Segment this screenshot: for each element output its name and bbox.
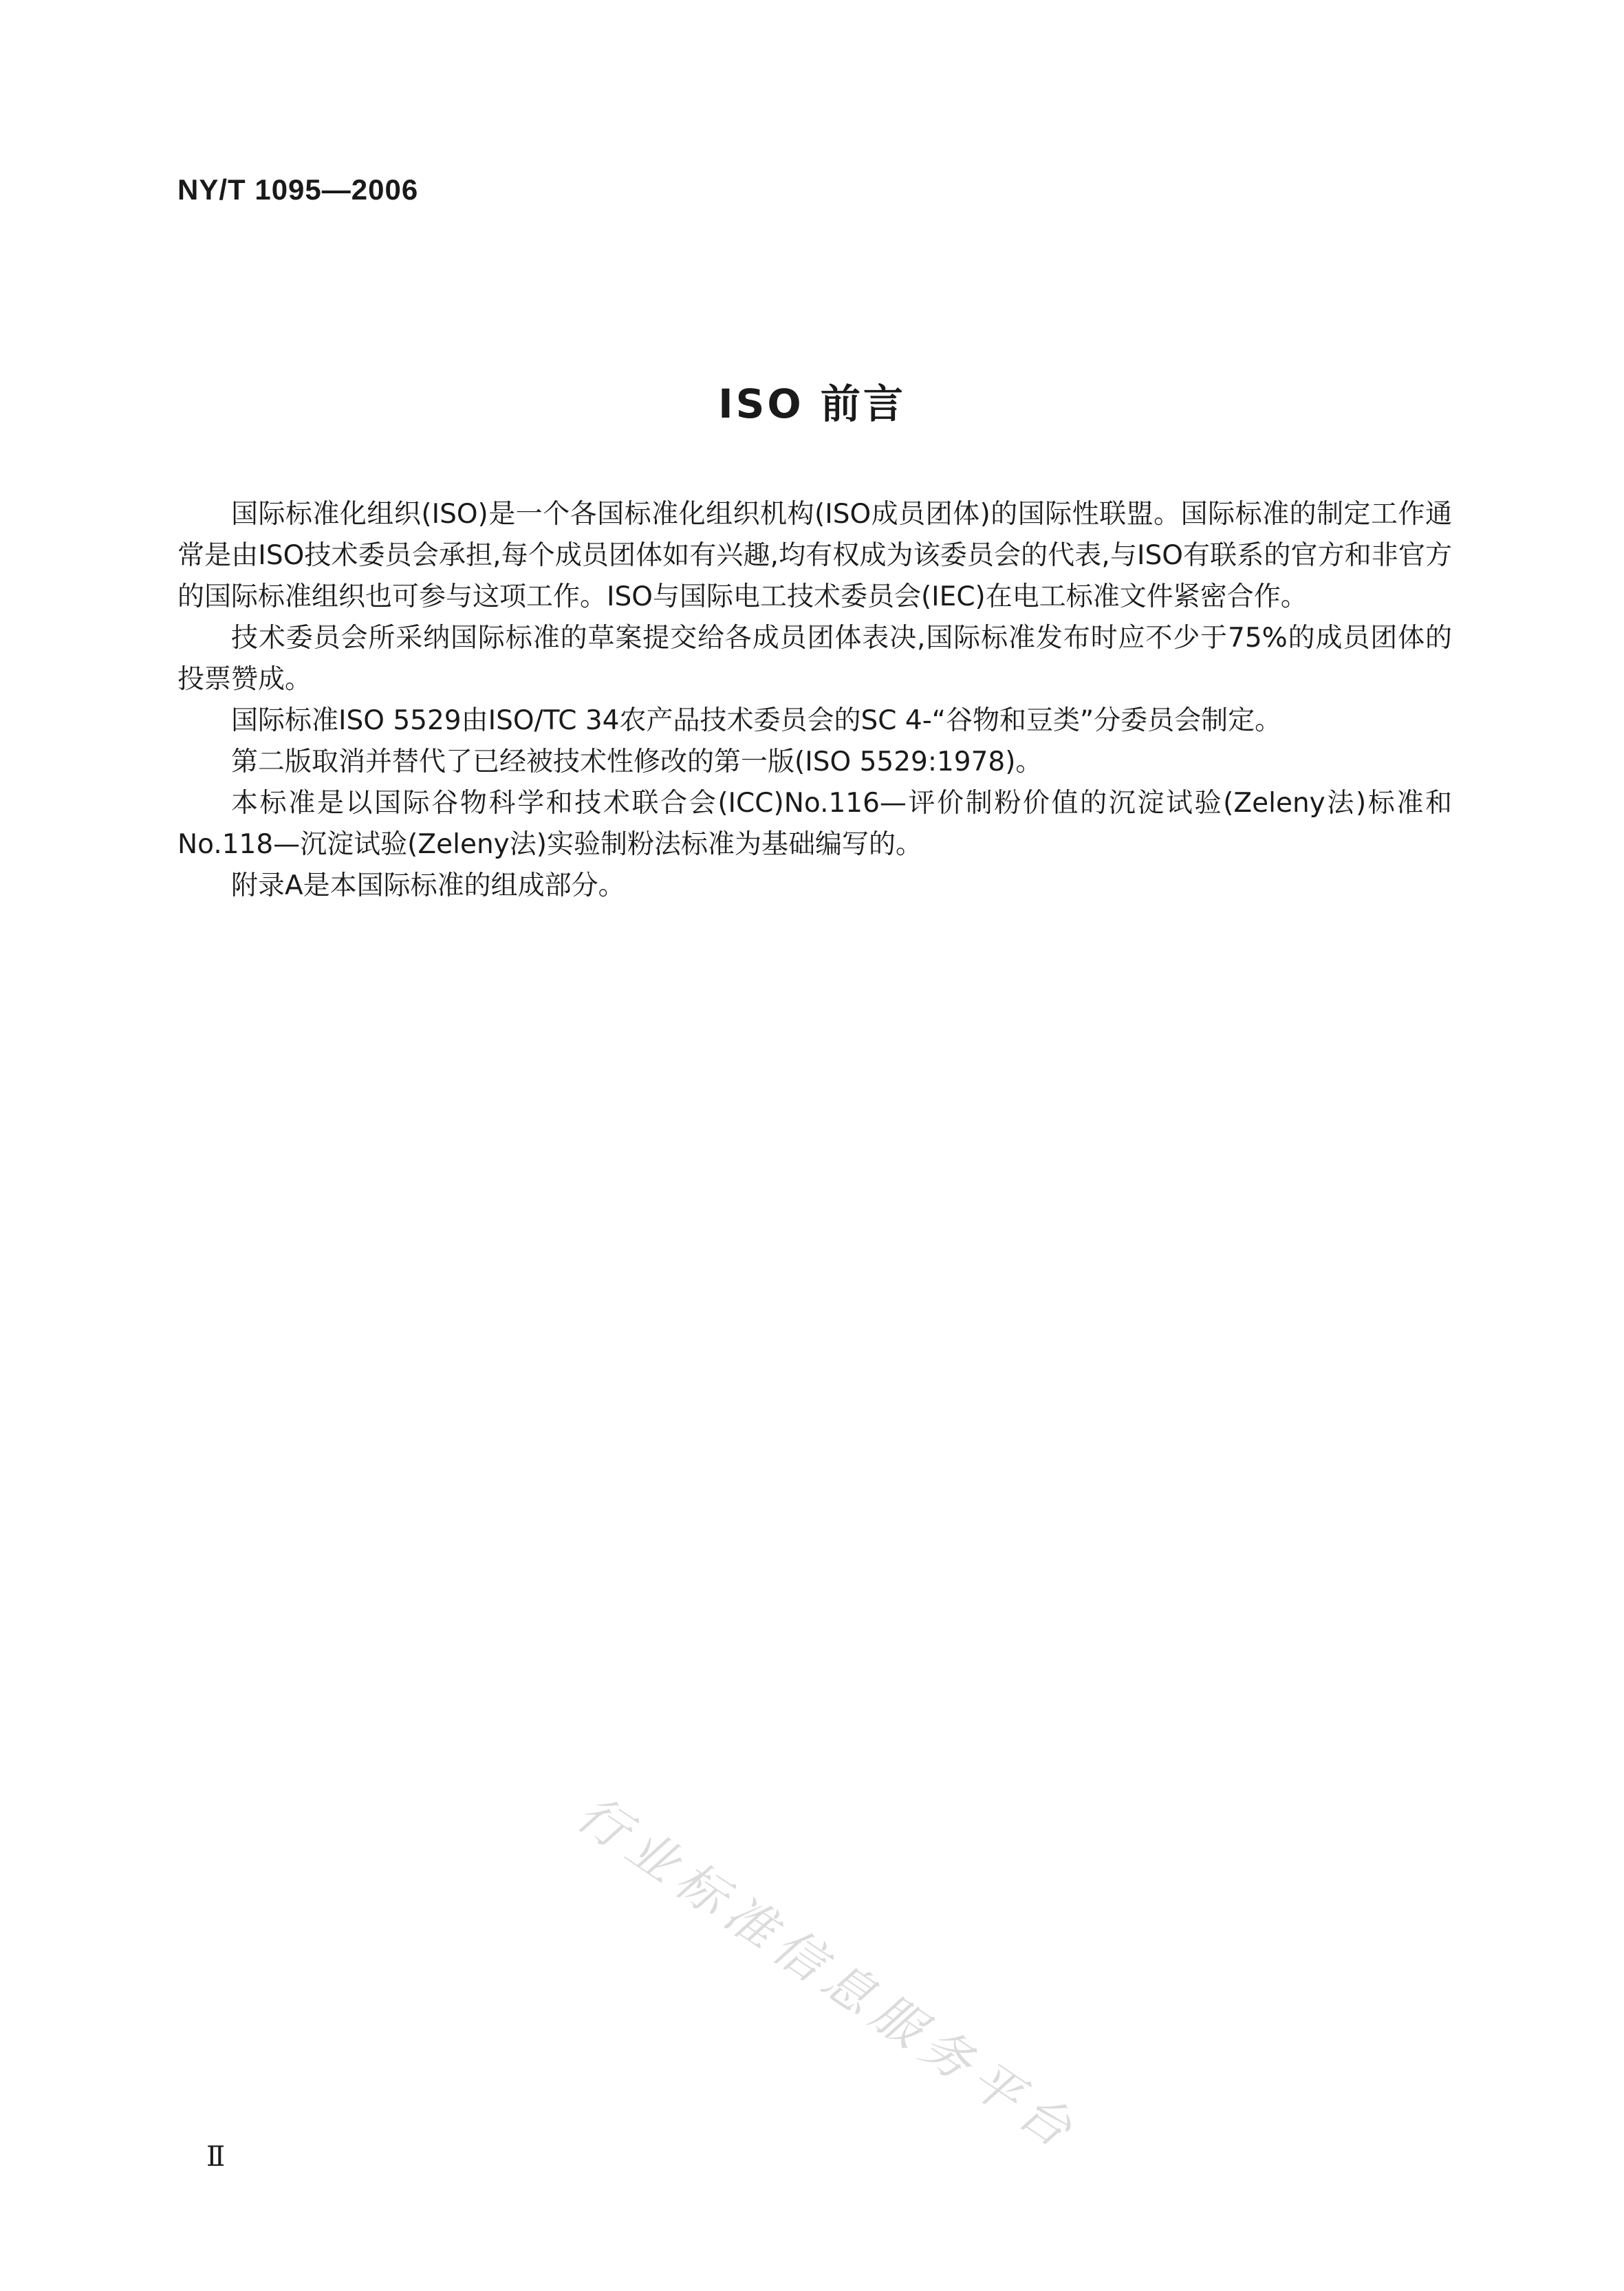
page-title: ISO 前言 <box>718 380 906 427</box>
watermark: 行业标准信息服务平台 <box>567 1784 1090 2163</box>
page-number: Ⅱ <box>206 2141 226 2173</box>
paragraph-basis: 本标准是以国际谷物科学和技术联合会(ICC)No.116—评价制粉价值的沉淀试验(Zeleny法)标准和No.118—沉淀试验(Zeleny法)实验制粉法标准为基础编写的。 <box>177 788 1452 860</box>
paragraph-voting: 技术委员会所采纳国际标准的草案提交给各成员团体表决,国际标准发布时应不少于75%的成员团体的投票赞成。 <box>177 623 1452 695</box>
paragraph-annex: 附录A是本国际标准的组成部分。 <box>231 870 625 901</box>
paragraph-edition: 第二版取消并替代了已经被技术性修改的第一版(ISO 5529:1978)。 <box>231 746 1043 777</box>
paragraph-iso-intro: 国际标准化组织(ISO)是一个各国标准化组织机构(ISO成员团体)的国际性联盟。国际标准的制定工作通常是由ISO技术委员会承担,每个成员团体如有兴趣,均有权成为该委员会的代表,与ISO有联系的官方和非官方的国际标准组织也可参与这项工作。ISO与国际电工技术委员会(IEC)在电工标准文件紧密合作。 <box>177 499 1452 612</box>
paragraph-committee: 国际标准ISO 5529由ISO/TC 34农产品技术委员会的SC 4-“谷物和豆类”分委员会制定。 <box>231 705 1282 736</box>
document-code: NY/T 1095—2006 <box>177 173 419 206</box>
foreword-body <box>177 494 1452 907</box>
